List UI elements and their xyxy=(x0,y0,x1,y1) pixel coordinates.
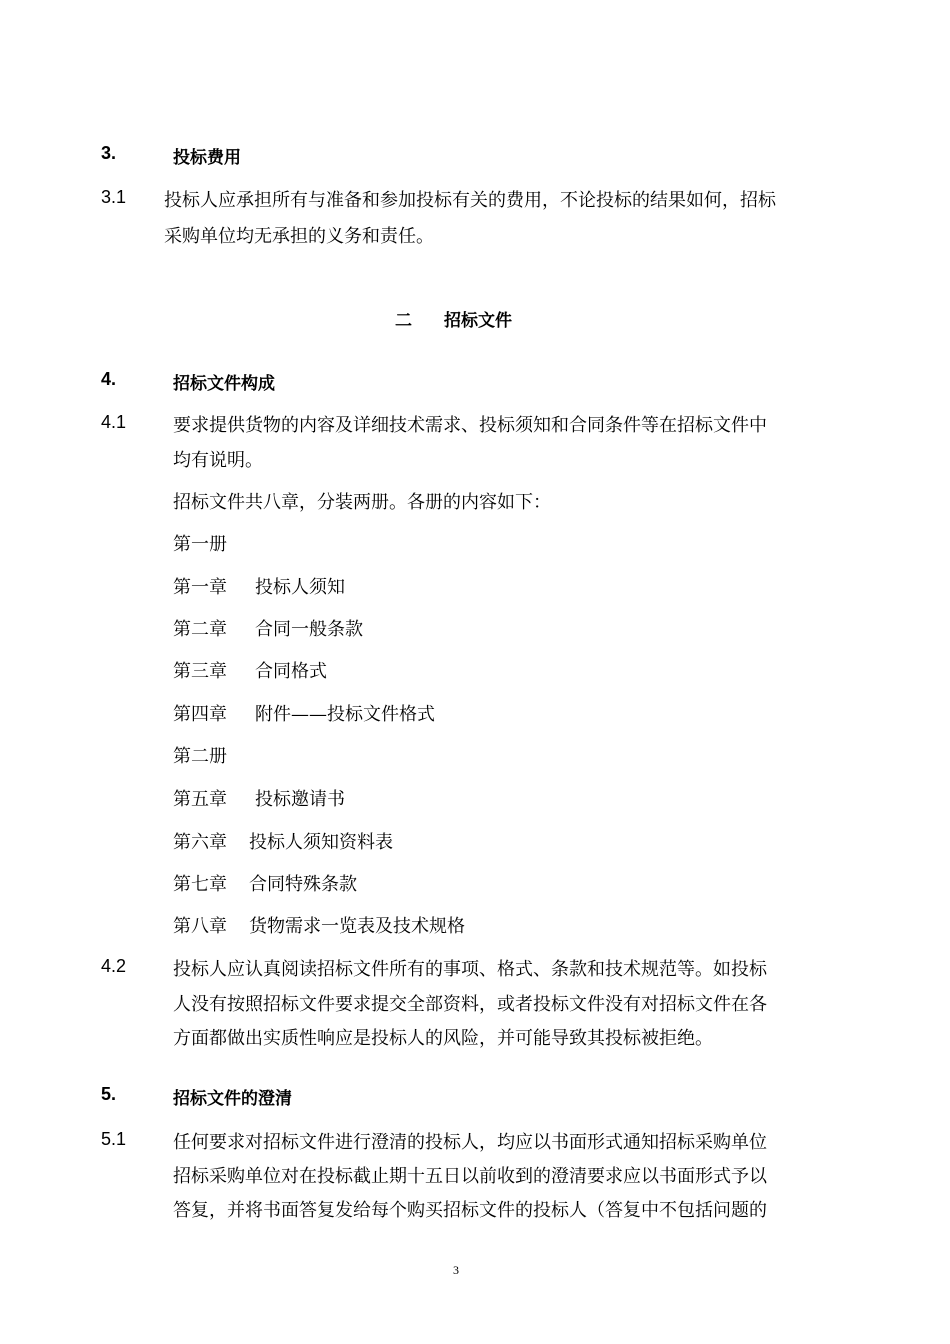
clause-5-1-line-1: 任何要求对招标文件进行澄清的投标人，均应以书面形式通知招标采购单位 xyxy=(173,1132,767,1153)
chapter-8-title: 货物需求一览表及技术规格 xyxy=(249,916,465,937)
chapter-8-no: 第八章 xyxy=(173,916,227,937)
clause-3-1-number: 3.1 xyxy=(101,187,127,207)
chapter-3-title: 合同格式 xyxy=(255,661,327,682)
chapter-6-title: 投标人须知资料表 xyxy=(249,832,393,853)
clause-5-1-number: 5.1 xyxy=(101,1129,127,1149)
chapter-3-no: 第三章 xyxy=(173,661,227,682)
section-4-number: 4. xyxy=(101,369,117,389)
section-5-title: 招标文件的澄清 xyxy=(173,1089,292,1109)
section-3-title: 投标费用 xyxy=(173,148,241,168)
clause-4-2-number: 4.2 xyxy=(101,956,127,976)
chapter-1-title: 投标人须知 xyxy=(255,577,345,598)
clause-4-1-line-1: 要求提供货物的内容及详细技术需求、投标须知和合同条件等在招标文件中 xyxy=(173,415,767,436)
volume-2-label: 第二册 xyxy=(173,746,227,767)
clause-4-1-line-2: 均有说明。 xyxy=(173,450,263,471)
chapter-2-title: 合同一般条款 xyxy=(255,619,363,640)
chapter-7-no: 第七章 xyxy=(173,874,227,895)
clause-5-1-line-3: 答复，并将书面答复发给每个购买招标文件的投标人（答复中不包括问题的 xyxy=(173,1200,767,1221)
clause-3-1-line-2: 采购单位均无承担的义务和责任。 xyxy=(164,226,434,247)
chapter-7-title: 合同特殊条款 xyxy=(249,874,357,895)
document-structure-intro: 招标文件共八章，分装两册。各册的内容如下： xyxy=(173,492,551,513)
clause-3-1-line-1: 投标人应承担所有与准备和参加投标有关的费用，不论投标的结果如何，招标 xyxy=(164,190,776,211)
chapter-6-no: 第六章 xyxy=(173,832,227,853)
page-number: 3 xyxy=(453,1263,459,1277)
chapter-5-title: 投标邀请书 xyxy=(255,789,345,810)
clause-4-2-line-2: 人没有按照招标文件要求提交全部资料，或者投标文件没有对招标文件在各 xyxy=(173,994,767,1015)
part-2-number: 二 xyxy=(395,311,412,331)
clause-4-1-number: 4.1 xyxy=(101,412,127,432)
chapter-1-no: 第一章 xyxy=(173,577,227,598)
volume-1-label: 第一册 xyxy=(173,534,227,555)
section-3-number: 3. xyxy=(101,143,117,163)
section-5-number: 5. xyxy=(101,1084,117,1104)
clause-4-2-line-1: 投标人应认真阅读招标文件所有的事项、格式、条款和技术规范等。如投标 xyxy=(173,959,767,980)
chapter-4-title: 附件——投标文件格式 xyxy=(255,704,435,725)
part-2-title: 招标文件 xyxy=(444,311,512,331)
chapter-2-no: 第二章 xyxy=(173,619,227,640)
chapter-5-no: 第五章 xyxy=(173,789,227,810)
chapter-4-no: 第四章 xyxy=(173,704,227,725)
clause-4-2-line-3: 方面都做出实质性响应是投标人的风险，并可能导致其投标被拒绝。 xyxy=(173,1028,713,1049)
section-4-title: 招标文件构成 xyxy=(173,374,275,394)
clause-5-1-line-2: 招标采购单位对在投标截止期十五日以前收到的澄清要求应以书面形式予以 xyxy=(173,1166,767,1187)
